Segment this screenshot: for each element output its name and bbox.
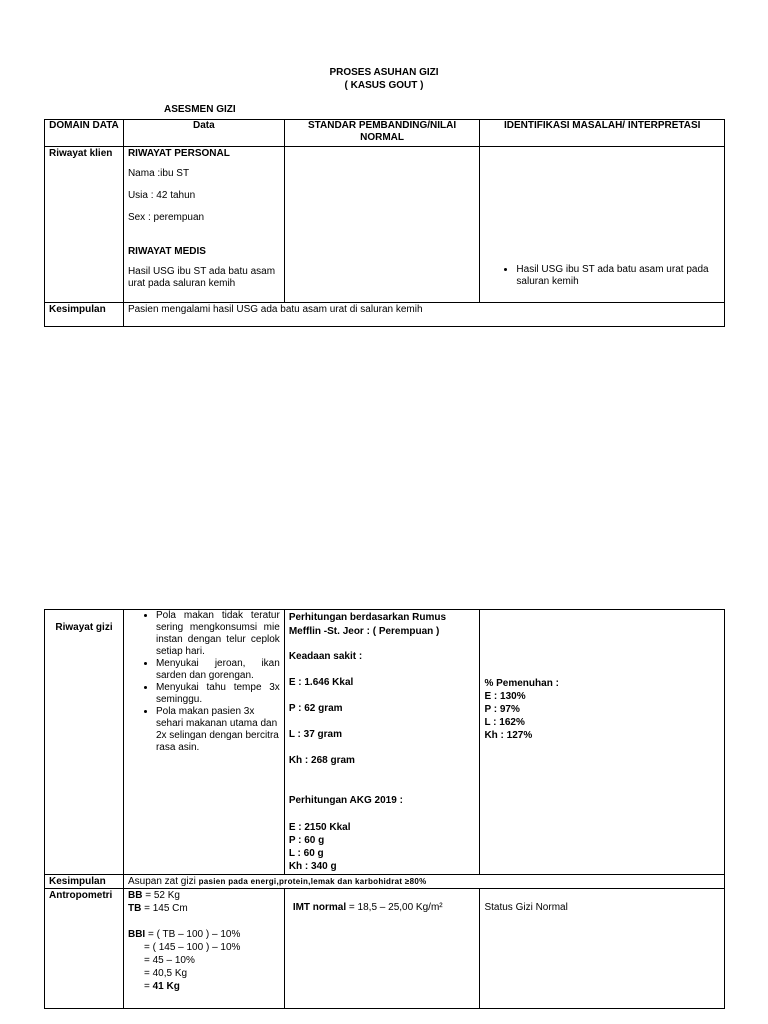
bb-line [128,890,280,902]
table1-row-riwayat-klien [45,147,725,303]
pola-makan-list [124,610,280,754]
table1-header-row [45,120,725,147]
kesimpulan-2-bold: pasien pada energi,protein,lemak dan karbohidrat ≥80% [198,877,427,886]
row-label-riwayat-klien: Riwayat klien [45,147,124,303]
kesimpulan-2-text [123,875,724,889]
lemak-value: L : 37 gram [288,729,342,740]
header-standar: STANDAR PEMBANDING/NILAI NORMAL [284,120,480,147]
header-domain-data: DOMAIN DATA [45,120,124,147]
bbi-formula: = ( TB – 100 ) – 10% [145,929,241,940]
tb-value: = 145 Cm [141,903,188,914]
table2-row-kesimpulan [45,875,725,889]
usia-text: Usia : 42 tahun [127,190,196,201]
row-label-antropometri: Antropometri [45,889,124,1009]
riwayat-gizi-data-cell [123,610,284,875]
pemenuhan-karbohidrat: Kh : 127% [484,730,533,741]
imt-value: = 18,5 – 25,00 Kg/m² [346,902,443,913]
assessment-table-2 [44,609,725,1009]
pemenuhan-cell [480,610,725,875]
bb-value: = 52 Kg [142,890,180,901]
table2-row-antropometri [45,889,725,1009]
bbi-step-3: = 45 – 10% [143,955,195,966]
protein-value: P : 62 gram [288,703,343,714]
riwayat-personal-heading: RIWAYAT PERSONAL [127,148,230,159]
identifikasi-list-item: • Hasil USG ibu ST ada batu asam urat pada saluran kemih [516,264,720,288]
bbi-result-eq: = [143,981,153,992]
row-label-riwayat-gizi: Riwayat gizi [45,610,124,875]
tb-line [128,902,280,916]
riwayat-klien-data-cell [123,147,284,303]
perhitungan-title: Perhitungan berdasarkan Rumus Mefflin -St. Jeor : ( Perempuan ) [288,612,447,637]
riwayat-klien-standar-cell [284,147,480,303]
status-gizi-cell [480,889,725,1009]
bb-label: BB [127,890,143,901]
tb-label: TB [127,903,142,914]
row-label-kesimpulan: Kesimpulan [45,303,124,327]
pemenuhan-protein: P : 97% [484,704,520,715]
medis-text: Hasil USG ibu ST ada batu asam urat pada saluran kemih [127,266,276,289]
bbi-label: BBI [127,929,146,940]
imt-label: IMT normal [292,902,347,913]
keadaan-sakit-label: Keadaan sakit : [288,651,363,662]
section-title: ASESMEN GIZI [164,104,236,115]
nama-text: Nama :ibu ST [127,168,190,179]
imt-line [289,902,476,914]
energi-value: E : 1.646 Kkal [288,677,354,688]
riwayat-klien-identifikasi-cell [480,147,725,303]
akg-protein: P : 60 g [288,835,325,846]
pemenuhan-energi: E : 130% [484,691,526,702]
bbi-step-2: = ( 145 – 100 ) – 10% [143,942,241,953]
sex-text: Sex : perempuan [127,212,205,223]
document-subtitle: ( KASUS GOUT ) [344,80,424,91]
bbi-line [128,928,280,941]
bbi-result-value: 41 Kg [152,981,180,992]
akg-title: Perhitungan AKG 2019 : [288,795,403,806]
pola-makan-item: • Menyukai jeroan, ikan sarden dan gorengan. [156,658,280,682]
assessment-table-1 [44,119,725,327]
table1-row-kesimpulan [45,303,725,327]
akg-energi: E : 2150 Kkal [288,822,351,833]
pola-makan-item: • Pola makan pasien 3x sehari makanan utama dan 2x selingan dengan bercitra rasa asin. [156,706,280,754]
riwayat-medis-heading: RIWAYAT MEDIS [127,246,206,257]
table2-row-riwayat-gizi [45,610,725,875]
antropometri-data-cell [123,889,284,1009]
pola-makan-item: • Pola makan tidak teratur sering mengkonsumsi mie instan dengan telur ceplok setiap hari. [156,610,280,658]
status-gizi-text: Status Gizi Normal [484,902,568,913]
pola-makan-item: • Menyukai tahu tempe 3x seminggu. [156,682,280,706]
akg-lemak: L : 60 g [288,848,324,859]
pemenuhan-lemak: L : 162% [484,717,525,728]
document-title: PROSES ASUHAN GIZI [329,67,439,78]
kesimpulan-2-plain: Asupan zat gizi [127,876,199,887]
row-label-kesimpulan-2: Kesimpulan [45,875,124,889]
header-data: Data [123,120,284,147]
bbi-result [128,980,280,993]
pemenuhan-title: % Pemenuhan : [484,678,559,689]
imt-cell [284,889,480,1009]
akg-karbohidrat: Kh : 340 g [288,861,337,872]
kesimpulan-text: Pasien mengalami hasil USG ada batu asam urat di saluran kemih [123,303,724,327]
perhitungan-cell [284,610,480,875]
karbohidrat-value: Kh : 268 gram [288,755,355,766]
header-identifikasi: IDENTIFIKASI MASALAH/ INTERPRETASI [480,120,725,147]
bbi-step-4: = 40,5 Kg [143,968,188,979]
